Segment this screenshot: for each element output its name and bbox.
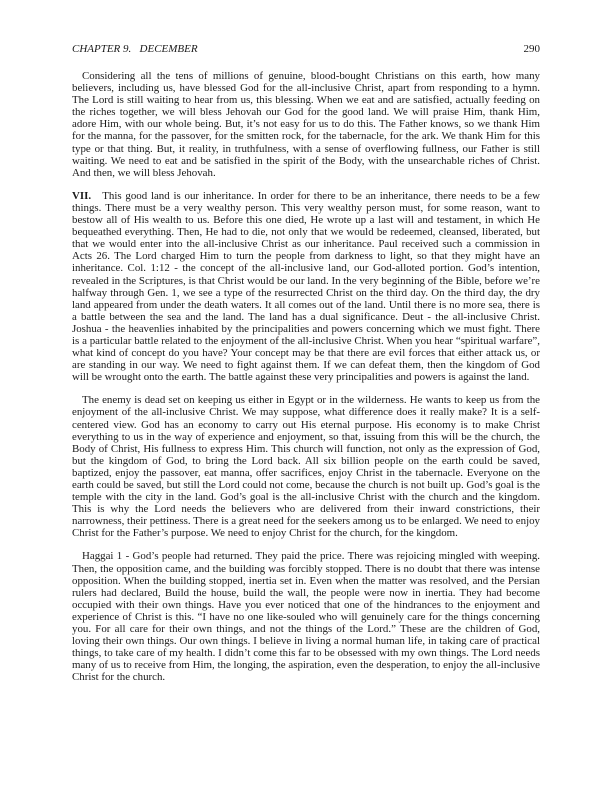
paragraph-enemy <box>72 394 540 539</box>
paragraph-blessing <box>72 70 540 179</box>
paragraph-haggai <box>72 550 540 683</box>
page-number: 290 <box>523 43 540 55</box>
page-header <box>72 42 540 56</box>
running-title: CHAPTER 9. DECEMBER <box>72 43 198 55</box>
paragraph-inheritance <box>72 190 540 384</box>
paragraph-text: Considering all the tens of millions of genuine, blood-bought Christians on this earth, how many believers, including us, have blessed God for the all-inclusive Christ, apart from responding to a hymn. The Lord is still waiting to hear from us, this blessing. When we eat and are satisfied, actually feeding on the riches together, we will bless Jehovah our God for the good land. We will praise Him, thank Him, adore Him, with our whole being. But, it’s not easy for us to do this. The Father knows, so we thank Him for the manna, for the passover, for the smitten rock, for the tabernacle, for the ark. We thank Him for this type or that thing. But, it reality, in truthfulness, with a sense of overflowing fullness, our Father is still waiting. We need to eat and be satisfied in the spirit of the Body, with the unsearchable riches of Christ. And then, we will bless Jehovah. <box>72 70 540 179</box>
paragraph-text: This good land is our inheritance. In order for there to be an inheritance, there needs to be a few things. There must be a very wealthy person. This very wealthy person must, for some reason, want to bestow all of His wealth to us. Before this one died, He wrote up a last will and testament, in which He bequeathed everything. Then, He had to die, not only that we would be redeemed, cleansed, liberated, but that we would enter into the all-inclusive Christ as our inheritance. Paul received such a commission in Acts 26. The Lord charged Him to turn the people from darkness to light, so that they might have an inheritance. Col. 1:12 - the concept of the all-inclusive land, our God-alloted portion. God’s intention, revealed in the Scriptures, is that Christ would be our land. In the very beginning of the Bible, before we’re halfway through Gen. 1, we see a type of the resurrected Christ on the third day. On the third day, the dry land appeared from under the death waters. It all comes out of the land. Until there is no more sea, there is a battle between the sea and the land. The land has a dual significance. Deut - the all-inclusive Christ. Joshua - the heavenlies inhabited by the principalities and powers concerning which we must fight. There is a particular battle related to the enjoyment of the all-inclusive Christ. When you hear “spiritual warfare”, what kind of concept do you have? Your concept may be that there are evil forces that either attack us, or are standing in our way. We need to fight against them. If we can defeat them, then the kingdom of God will be wrought onto the earth. The battle against these very principalities and powers is against the land. <box>72 189 540 384</box>
body-text <box>72 70 540 695</box>
paragraph-text: Haggai 1 - God’s people had returned. They paid the price. There was rejoicing mingled with weeping. Then, the opposition came, and the building was forcibly stopped. There is no doubt that there was intense opposition. When the building stopped, inertia set in. Even when the matter was resolved, and the Persian rulers had declared, Build the house, build the wall, the people were now in inertia. They had become occupied with their own things. Have you ever noticed that one of the hindrances to the enjoyment and experience of Christ is this. “I have no one like-souled who will genuinely care for the things concerning you. For all care for their own things, and not the things of the Lord.” These are the children of God, loving their own things. Our own things. I believe in living a normal human life, in taking care of practical things, to take care of my health. I didn’t come this far to be obsessed with my own things. The Lord needs many of us to receive from Him, the longing, the aspiration, even the desperation, to enjoy the all-inclusive Christ for the church. <box>72 550 540 684</box>
paragraph-text: The enemy is dead set on keeping us either in Egypt or in the wilderness. He wants to keep us from the enjoyment of the all-inclusive Christ. We may suppose, what difference does it really make? It is a self-centered view. God has an economy to carry out His eternal purpose. His economy is to make Christ everything to us in the way of experience and enjoyment, so that, issuing from this will be the church, the Body of Christ, His fullness to express Him. This church will function, not only as the expression of God, but the kingdom of God, to bring the Lord back. All six billion people on the earth could be saved, baptized, enjoy the passover, eat manna, offer sacrifices, enjoy Christ in the tabernacle. Everyone on the earth could be saved, but still the Lord could not come, because the church is not built up. God’s goal is the temple with the city in the land. God’s goal is the all-inclusive Christ with the church and the kingdom. This is why the Lord needs the believers who are delivered from their inward constrictions, their narrowness, their pettiness. There is a great need for the seekers among us to be enlarged. We need to enjoy Christ for the Father’s purpose. We need to enjoy Christ for the church, for the kingdom. <box>72 394 540 540</box>
section-label: VII. <box>72 189 92 202</box>
